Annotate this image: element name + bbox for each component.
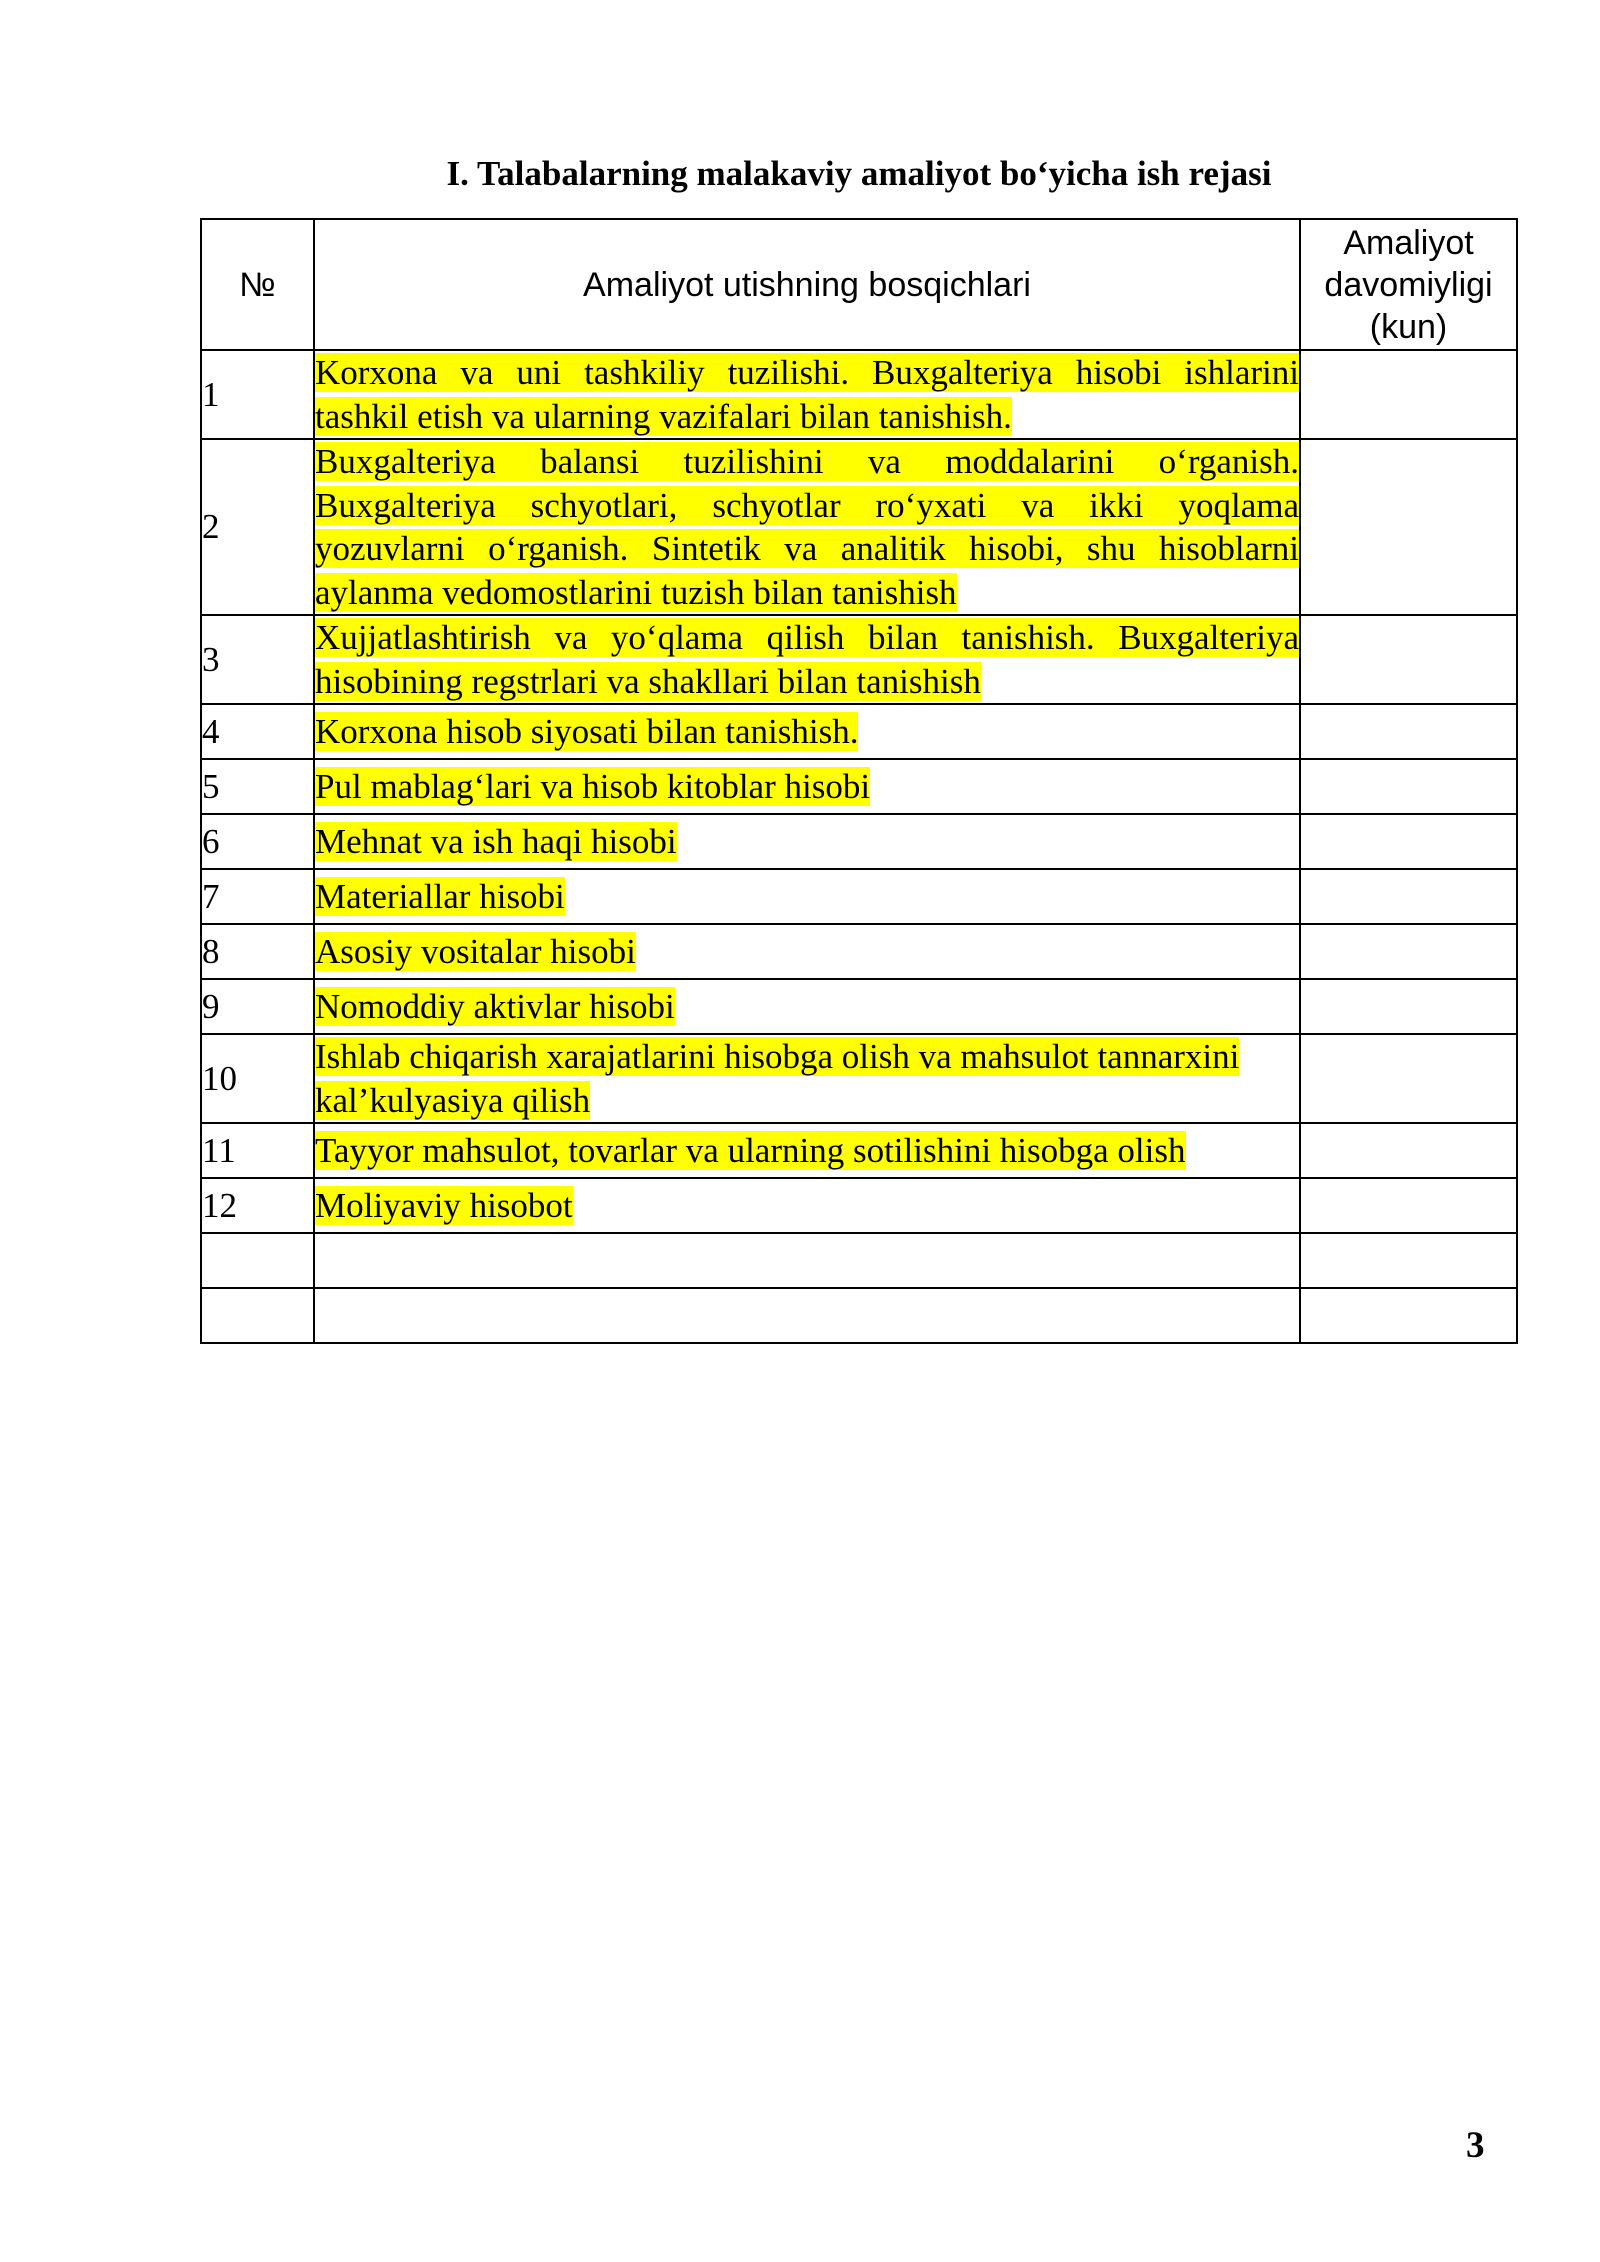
table-row [201,979,1517,1034]
row-number: 10 [201,1034,314,1123]
header-duration-line2: davomiyligi [1324,265,1493,304]
stage-text: Moliyaviy hisobot [315,1185,573,1225]
row-duration [1300,1034,1517,1123]
header-duration-line3: (kun) [1369,307,1448,346]
row-duration [1300,979,1517,1034]
table-header-row [201,219,1517,350]
row-stage [314,979,1300,1034]
row-duration [1300,615,1517,704]
row-stage [314,814,1300,869]
row-stage [314,1233,1300,1288]
page-number: 3 [1466,2125,1485,2166]
header-number: № [201,219,314,350]
stage-text: Korxona hisob siyosati bilan tanishish. [315,711,859,751]
row-duration [1300,1178,1517,1233]
table-row [201,814,1517,869]
stage-text: Mehnat va ish haqi hisobi [315,821,677,861]
table-row [201,924,1517,979]
row-number [201,1288,314,1343]
table-row [201,615,1517,704]
row-duration [1300,759,1517,814]
stage-text: Asosiy vositalar hisobi [315,931,636,971]
table-row-empty [201,1233,1517,1288]
row-duration [1300,924,1517,979]
row-duration [1300,1123,1517,1178]
table-row [201,704,1517,759]
row-number: 12 [201,1178,314,1233]
stage-text: Korxona va uni tashkiliy tuzilishi. Buxgalteriya hisobi ishlarini tashkil etish va ularning vazifalari bilan tanishish. [315,353,1299,436]
stage-text: Tayyor mahsulot, tovarlar va ularning sotilishini hisobga olish [315,1130,1186,1170]
row-stage [314,704,1300,759]
table-row [201,1034,1517,1123]
row-duration [1300,1233,1517,1288]
stage-text: Pul mablag‘lari va hisob kitoblar hisobi [315,766,871,806]
row-stage [314,759,1300,814]
header-stages: Amaliyot utishning bosqichlari [314,219,1300,350]
header-duration-line1: Amaliyot [1343,223,1474,262]
row-number: 3 [201,615,314,704]
row-stage [314,1178,1300,1233]
table-row [201,759,1517,814]
table-row-empty [201,1288,1517,1343]
row-duration [1300,439,1517,615]
table-row [201,869,1517,924]
row-number: 4 [201,704,314,759]
stage-text: Nomoddiy aktivlar hisobi [315,986,675,1026]
stage-text: Materiallar hisobi [315,876,565,916]
page-title: I. Talabalarning malakaviy amaliyot bo‘yicha ish rejasi [446,154,1272,193]
row-stage [314,1034,1300,1123]
row-duration [1300,869,1517,924]
row-stage [314,1123,1300,1178]
row-number: 9 [201,979,314,1034]
row-stage [314,439,1300,615]
row-number: 1 [201,350,314,439]
stage-text: Ishlab chiqarish xarajatlarini hisobga olish va mahsulot tannarxini kal’kulyasiya qilish [315,1037,1240,1120]
row-number: 8 [201,924,314,979]
row-stage [314,869,1300,924]
row-stage [314,924,1300,979]
table-row [201,1123,1517,1178]
row-stage [314,1288,1300,1343]
row-duration [1300,814,1517,869]
row-duration [1300,704,1517,759]
stage-text: Buxgalteriya balansi tuzilishini va moddalarini o‘rganish. Buxgalteriya schyotlari, schyotlar ro‘yxati va ikki yoqlama yozuvlarni o‘rganish. Sintetik va analitik hisobi, shu hisoblarni aylanma vedomostlarini tuzish bilan tanishish [315,442,1299,612]
stage-text: Xujjatlashtirish va yo‘qlama qilish bilan tanishish. Buxgalteriya hisobining regstrlari va shakllari bilan tanishish [315,618,1299,701]
header-duration [1300,219,1517,350]
row-number: 7 [201,869,314,924]
row-duration [1300,350,1517,439]
row-number: 5 [201,759,314,814]
table-row [201,350,1517,439]
work-plan-table [200,218,1518,1344]
row-stage [314,350,1300,439]
table-row [201,1178,1517,1233]
row-stage [314,615,1300,704]
row-number [201,1233,314,1288]
row-number: 6 [201,814,314,869]
table-row [201,439,1517,615]
row-number: 2 [201,439,314,615]
row-number: 11 [201,1123,314,1178]
row-duration [1300,1288,1517,1343]
